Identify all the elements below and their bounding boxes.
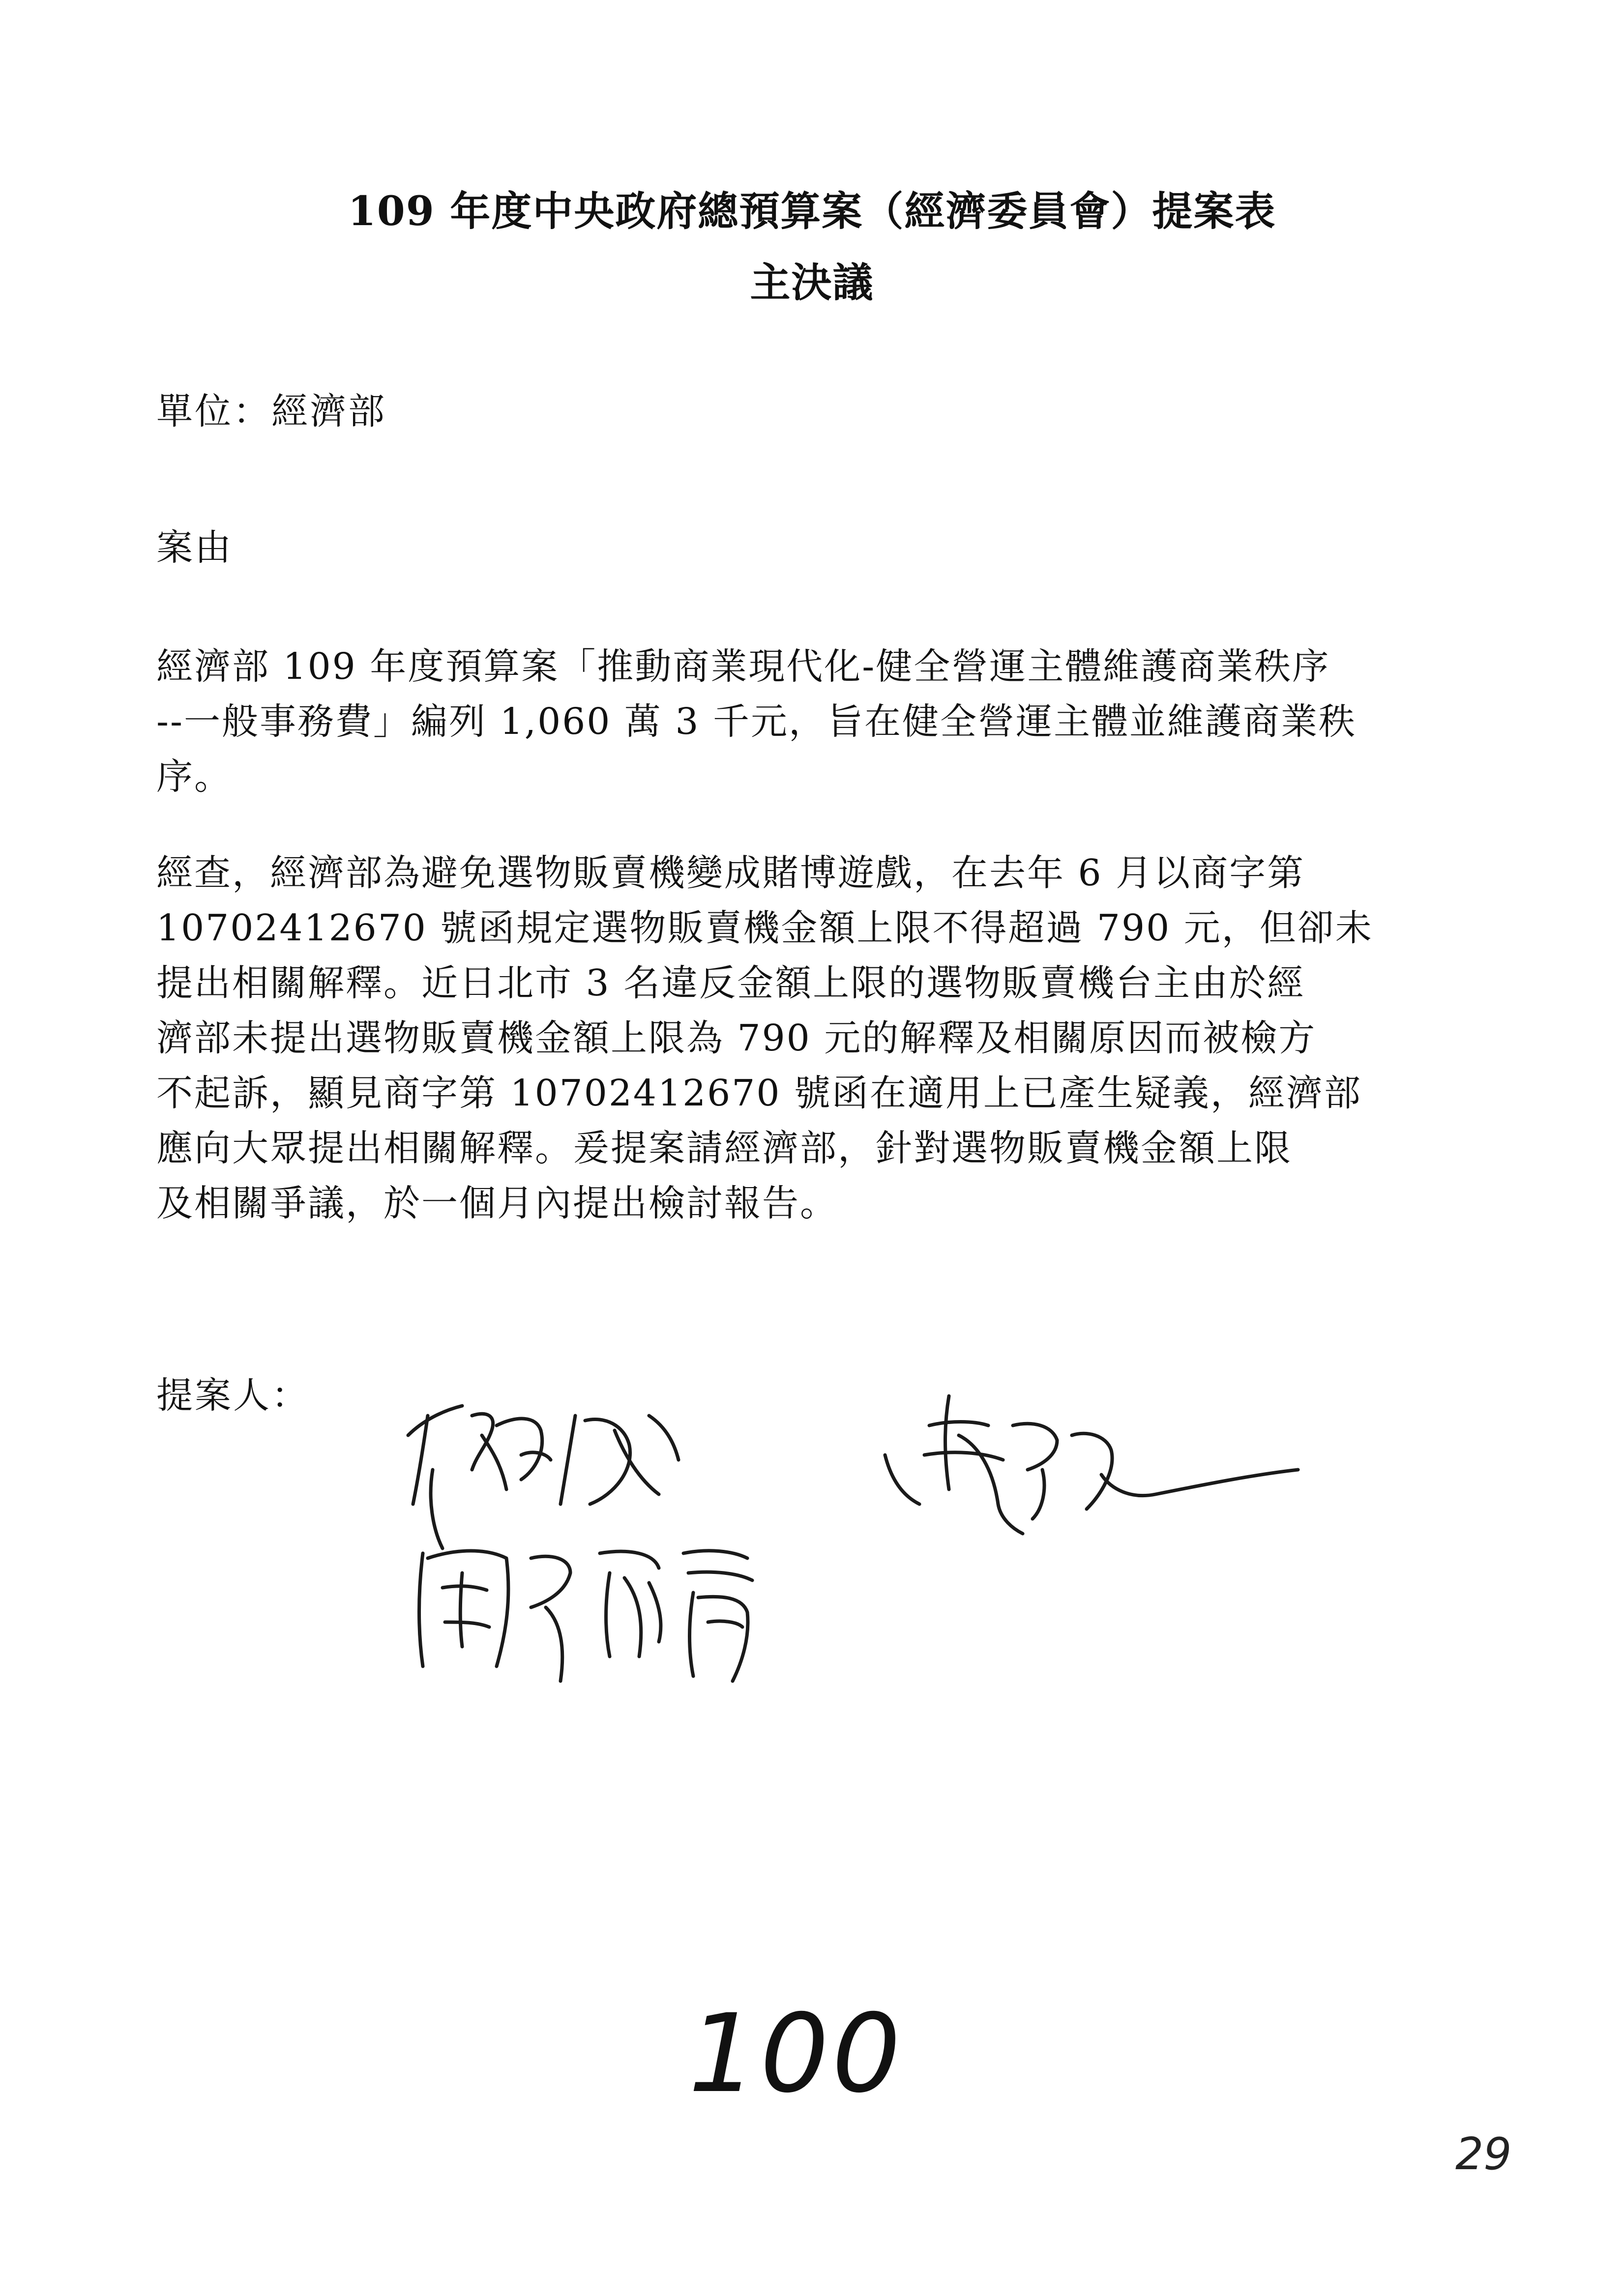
paragraph-line: 不起訴，顯見商字第 10702412670 號函在適用上已產生疑義，經濟部 — [156, 1072, 1362, 1114]
paragraph-line: 經查，經濟部為避免選物販賣機變成賭博遊戲，在去年 6 月以商字第 — [156, 852, 1305, 894]
handwritten-signature-1 — [408, 1406, 679, 1548]
paragraph-line: 提出相關解釋。近日北市 3 名違反金額上限的選物販賣機台主由於經 — [156, 962, 1305, 1004]
handwritten-signature-3 — [885, 1396, 1298, 1534]
document-subtitle: 主決議 — [750, 259, 874, 306]
reason-paragraph-1 — [156, 639, 1484, 804]
paragraph-line: --一般事務費」編列 1,060 萬 3 千元，旨在健全營運主體並維護商業秩 — [156, 700, 1357, 743]
paragraph-line: 應向大眾提出相關解釋。爰提案請經濟部，針對選物販賣機金額上限 — [156, 1127, 1292, 1169]
paragraph-line: 序。 — [156, 756, 232, 798]
paragraph-line: 及相關爭議，於一個月內提出檢討報告。 — [156, 1182, 838, 1224]
handwritten-signature-2 — [419, 1551, 753, 1681]
paragraph-line: 10702412670 號函規定選物販賣機金額上限不得超過 790 元，但卻未 — [156, 907, 1373, 949]
proposer-label: 提案人： — [156, 1374, 310, 1417]
unit-line: 單位：經濟部 — [156, 390, 386, 433]
reason-paragraph-2 — [156, 845, 1484, 1231]
paragraph-line: 濟部未提出選物販賣機金額上限為 790 元的解釋及相關原因而被檢方 — [156, 1017, 1317, 1059]
handwritten-number: 100 — [688, 1991, 904, 2117]
page-number: 29 — [1455, 2128, 1512, 2180]
document-title: 109 年度中央政府總預算案（經濟委員會）提案表 — [348, 188, 1276, 235]
reason-label: 案由 — [156, 526, 233, 569]
paragraph-line: 經濟部 109 年度預算案「推動商業現代化-健全營運主體維護商業秩序 — [156, 645, 1330, 688]
